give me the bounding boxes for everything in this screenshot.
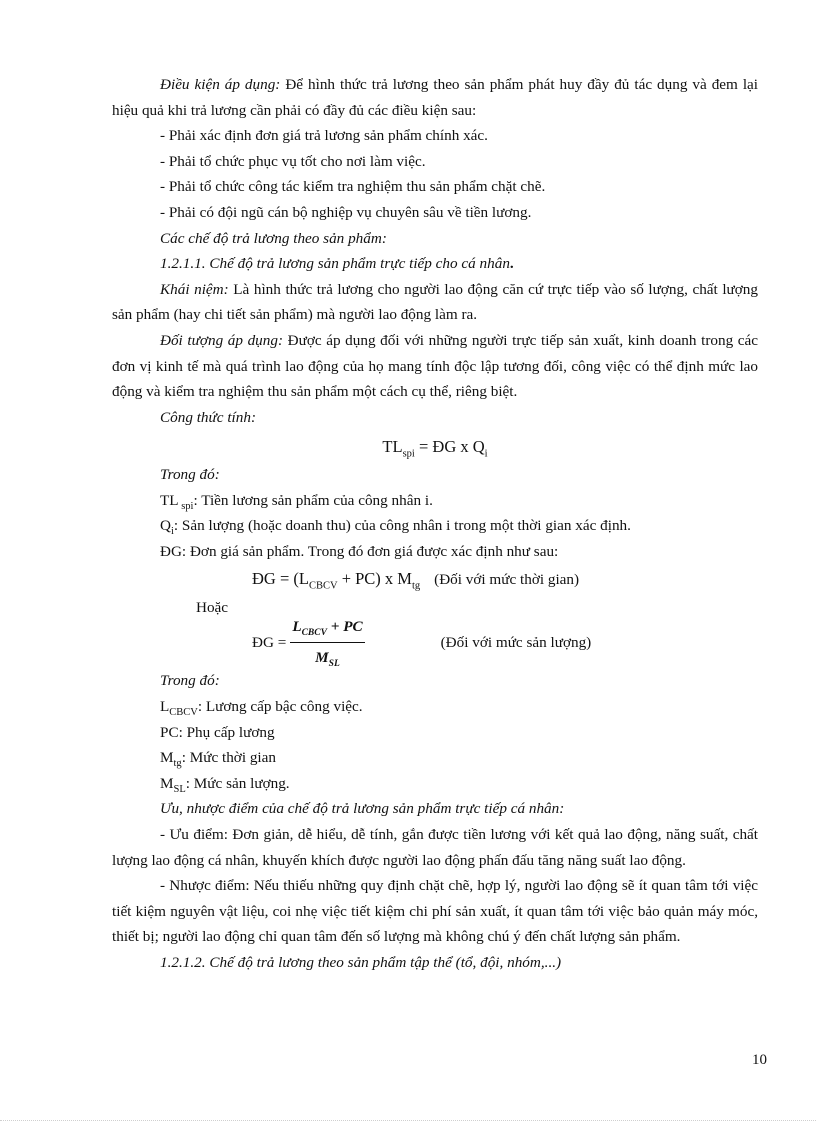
- fraction: [290, 614, 364, 670]
- page-bottom-divider: [0, 1120, 816, 1121]
- denominator-sub: SL: [328, 659, 340, 669]
- doi-tuong-text: Được áp dụng đối với những người trực tiếp sản xuất, kinh doanh trong các đơn vị kinh tế mà quá trình lao động của họ mang tính độc lập tương đối, công việc có thể định mức lao động và kiểm tra nghiệm thu sản phẩm một cách cụ thể, riêng biệt.: [112, 331, 758, 401]
- lcbcv-definition-text: : Lương cấp bậc công việc.: [197, 698, 363, 716]
- section-heading-1211-dot: .: [509, 255, 514, 273]
- doi-tuong-label: Đối tượng áp dụng:: [160, 331, 284, 349]
- page-body: [112, 72, 758, 976]
- formula-dg-time-sub-cbcv: CBCV: [308, 580, 338, 592]
- section-heading-1211: [112, 251, 758, 277]
- khai-niem-paragraph: [112, 277, 758, 328]
- tl-subscript: spi: [178, 500, 194, 512]
- formula-dg-output: [252, 618, 758, 669]
- formula-dg-time-lhs: ĐG = (L: [252, 569, 309, 589]
- condition-item-1: - Phải xác định đơn giá trả lương sản phẩm chính xác.: [160, 127, 488, 145]
- definition-lcbcv: [112, 694, 758, 720]
- cac-che-do-heading: Các chế độ trả lương theo sản phẩm:: [160, 229, 387, 247]
- dieu-kien-label: Điều kiện áp dụng:: [160, 76, 281, 93]
- mtg-symbol: M: [160, 749, 174, 767]
- formula-tl-rhs: = ĐG x Q: [414, 437, 485, 457]
- uu-diem-paragraph: - Ưu điểm: Đơn giản, dễ hiểu, dễ tính, gắn được tiền lương với kết quả lao động, năng suất, chất lượng lao động cá nhân, khuyến khích được người lao động phấn đấu tăng năng suất lao động.: [112, 826, 758, 869]
- denominator-m: M: [315, 648, 329, 666]
- definition-dg: ĐG: Đơn giá sản phẩm. Trong đó đơn giá được xác định như sau:: [160, 542, 559, 560]
- tl-symbol: TL: [160, 491, 179, 509]
- dieu-kien-text: Để hình thức trả lương theo sản phẩm phát huy đầy đủ tác dụng và đem lại hiệu quả khi trả lương cần phải có đầy đủ các điều kiện sau:: [112, 76, 758, 119]
- formula-dg-output-note: (Đối với mức sản lượng): [440, 633, 592, 651]
- lcbcv-symbol: L: [160, 698, 170, 716]
- section-heading-1211-text: 1.2.1.1. Chế độ trả lương sản phẩm trực tiếp cho cá nhân: [160, 255, 510, 273]
- mtg-definition-text: : Mức thời gian: [181, 749, 276, 767]
- formula-tl-rhs-subscript: i: [484, 448, 488, 460]
- section-heading-1212: 1.2.1.2. Chế độ trả lương theo sản phẩm tập thể (tổ, đội, nhóm,...): [160, 954, 562, 971]
- formula-tl-subscript: spi: [402, 448, 415, 460]
- fraction-denominator: [290, 643, 364, 671]
- condition-item-2: - Phải tổ chức phục vụ tốt cho nơi làm việc.: [160, 152, 426, 170]
- trong-do-label-2: Trong đó:: [160, 672, 220, 690]
- numerator-pc: + PC: [326, 618, 363, 636]
- formula-dg-time-mid: + PC) x M: [337, 569, 412, 589]
- formula-dg-time: [252, 566, 758, 593]
- khai-niem-label: Khái niệm:: [160, 280, 229, 298]
- mtg-subscript: tg: [173, 758, 182, 770]
- hoac-label: Hoặc: [196, 598, 229, 616]
- cong-thuc-label: Công thức tính:: [160, 408, 257, 426]
- definition-tl: [112, 488, 758, 514]
- dieu-kien-paragraph: [112, 72, 758, 123]
- tl-definition-text: : Tiền lương sản phẩm của công nhân i.: [193, 491, 433, 509]
- trong-do-label-1: Trong đó:: [160, 465, 220, 483]
- q-definition-text: : Sản lượng (hoặc doanh thu) của công nhân i trong một thời gian xác định.: [173, 517, 631, 535]
- msl-symbol: M: [160, 774, 174, 792]
- formula-tl: [112, 434, 758, 460]
- definition-mtg: [112, 745, 758, 771]
- page-number: 10: [752, 1052, 767, 1068]
- formula-dg-output-lhs: ĐG =: [252, 633, 287, 651]
- definition-msl: [112, 771, 758, 797]
- condition-item-3: - Phải tổ chức công tác kiểm tra nghiệm thu sản phẩm chặt chẽ.: [160, 178, 546, 196]
- formula-dg-time-sub-tg: tg: [411, 580, 421, 592]
- nhuoc-diem-paragraph: - Nhược điểm: Nếu thiếu những quy định chặt chẽ, hợp lý, người lao động sẽ ít quan tâm tới việc tiết kiệm nguyên vật liệu, coi nhẹ việc tiết kiệm chi phí sản xuất, ít quan tâm tới việc bảo quản máy móc, thiết bị; người lao động chỉ quan tâm đến số lượng mà không chú ý đến chất lượng sản phẩm.: [112, 877, 758, 946]
- lcbcv-subscript: CBCV: [169, 707, 198, 719]
- definition-pc: PC: Phụ cấp lương: [160, 723, 275, 741]
- khai-niem-text: Là hình thức trả lương cho người lao động căn cứ trực tiếp vào số lượng, chất lượng sản phẩm (hay chi tiết sản phẩm) mà người lao động làm ra.: [112, 280, 758, 324]
- q-subscript: i: [170, 526, 174, 538]
- fraction-numerator: [290, 614, 364, 643]
- msl-subscript: SL: [173, 783, 186, 795]
- numerator-l: L: [292, 618, 302, 636]
- q-symbol: Q: [160, 517, 171, 535]
- definition-q: [112, 513, 758, 539]
- numerator-sub: CBCV: [301, 628, 327, 639]
- formula-dg-time-note: (Đối với mức thời gian): [434, 571, 580, 589]
- msl-definition-text: : Mức sản lượng.: [185, 774, 290, 792]
- condition-item-4: - Phải có đội ngũ cán bộ nghiệp vụ chuyên sâu về tiền lương.: [160, 203, 532, 221]
- doi-tuong-paragraph: [112, 328, 758, 405]
- uu-nhuoc-heading: Ưu, nhược điểm của chế độ trả lương sản phẩm trực tiếp cá nhân:: [160, 800, 565, 818]
- formula-tl-symbol: TL: [382, 437, 403, 457]
